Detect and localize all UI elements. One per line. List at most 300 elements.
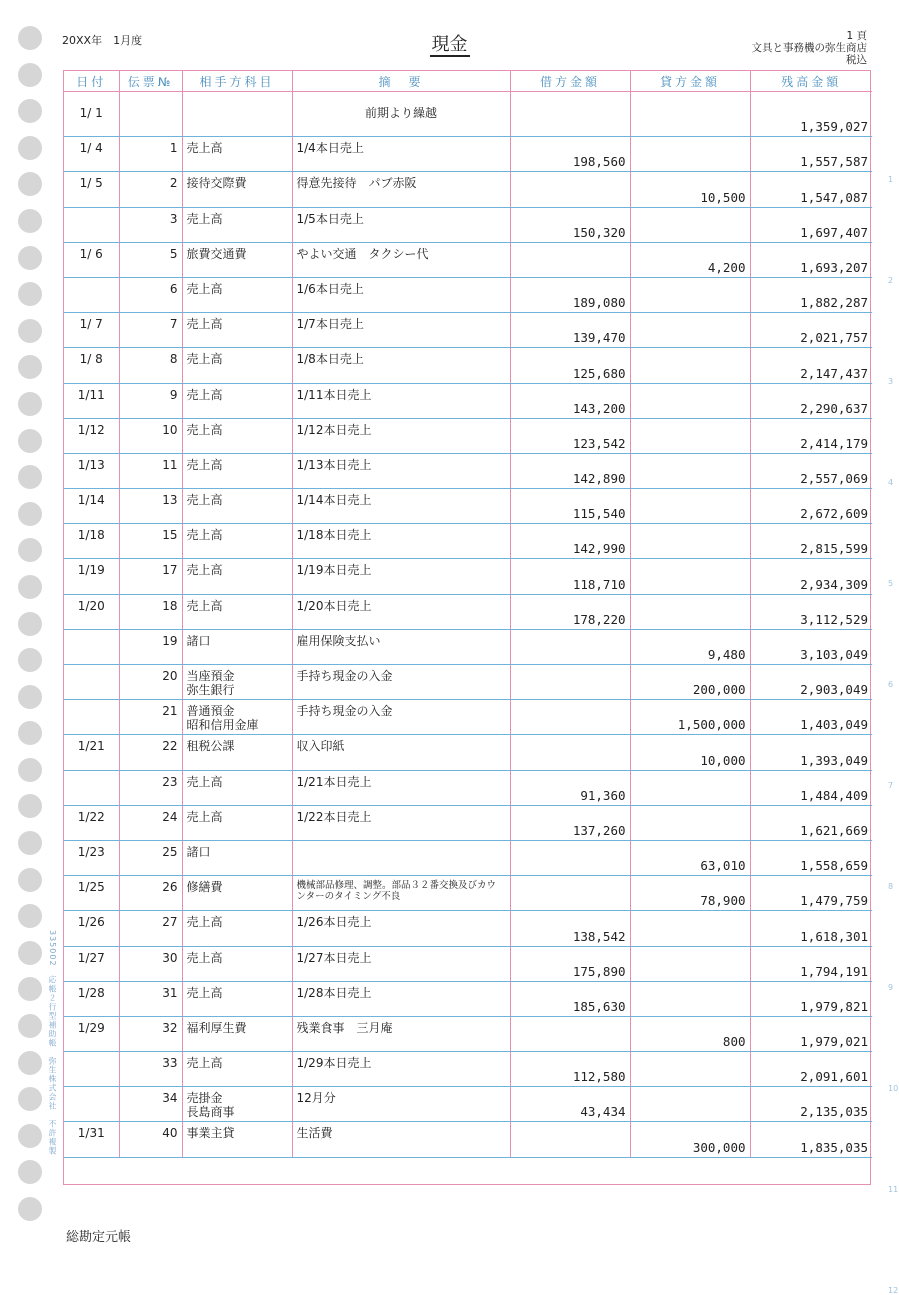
cell-slip: 21 [119, 700, 182, 735]
cell-account [182, 524, 292, 559]
tax-mode: 税込 [846, 54, 867, 66]
account-name: 租税公課 [186, 739, 235, 754]
account-name: 売上高 [186, 1056, 223, 1071]
cell-balance: 1,479,759 [750, 876, 872, 911]
cell-account [182, 911, 292, 946]
binder-hole [18, 99, 42, 123]
cell-account [182, 1087, 292, 1122]
table-row [64, 418, 872, 453]
cell-debit: 138,542 [510, 911, 630, 946]
account-name: 売上高 [186, 281, 223, 296]
cell-credit: 63,010 [630, 840, 750, 875]
binder-hole [18, 538, 42, 562]
cell-date [64, 277, 119, 312]
cell-date: 1/ 1 [64, 102, 119, 137]
cell-balance: 1,979,821 [750, 981, 872, 1016]
cell-credit: 10,000 [630, 735, 750, 770]
header-info [752, 30, 868, 66]
cell-debit: 142,890 [510, 453, 630, 488]
table-row [64, 1122, 872, 1157]
cell-debit: 91,360 [510, 770, 630, 805]
cell-description: 機械部品修理、調整。部品３２番交換及びカウンターのタイミング不良 [292, 876, 510, 911]
cell-debit: 150,320 [510, 207, 630, 242]
binder-hole [18, 648, 42, 672]
binder-hole [18, 1160, 42, 1184]
account-name: 当座預金 [186, 669, 235, 683]
cell-credit: 9,480 [630, 629, 750, 664]
account-name: 福利厚生費 [186, 1020, 247, 1035]
cell-date: 1/26 [64, 911, 119, 946]
cell-description: 1/20本日売上 [292, 594, 510, 629]
binder-hole [18, 794, 42, 818]
cell-account [182, 383, 292, 418]
cell-slip: 7 [119, 313, 182, 348]
col-description: 摘 要 [292, 71, 510, 92]
cell-description: 1/7本日売上 [292, 313, 510, 348]
binder-hole [18, 392, 42, 416]
cell-debit [510, 665, 630, 700]
account-name: 諸口 [186, 844, 211, 859]
cell-credit: 10,500 [630, 172, 750, 207]
cell-balance: 1,794,191 [750, 946, 872, 981]
cell-date [64, 700, 119, 735]
cell-slip: 20 [119, 665, 182, 700]
table-row [64, 665, 872, 700]
cell-balance: 1,835,035 [750, 1122, 872, 1157]
cell-debit [510, 629, 630, 664]
side-number: 7 [888, 781, 894, 790]
cell-account [182, 348, 292, 383]
cell-description: 1/21本日売上 [292, 770, 510, 805]
cell-description: 手持ち現金の入金 [292, 700, 510, 735]
cell-balance: 2,672,609 [750, 489, 872, 524]
table-row [64, 911, 872, 946]
footer-title: 総勘定元帳 [66, 1230, 132, 1245]
cell-description: 1/29本日売上 [292, 1052, 510, 1087]
binder-hole [18, 429, 42, 453]
cell-debit: 185,630 [510, 981, 630, 1016]
cell-description: 雇用保険支払い [292, 629, 510, 664]
table-row [64, 876, 872, 911]
cell-description: 生活費 [292, 1122, 510, 1157]
col-credit: 貸方金額 [630, 71, 750, 92]
account-name: 売上高 [186, 528, 223, 543]
ledger-title: 現金 [431, 34, 468, 55]
cell-slip: 17 [119, 559, 182, 594]
cell-debit [510, 242, 630, 277]
account-name: 普通預金 [186, 704, 235, 719]
cell-date: 1/ 8 [64, 348, 119, 383]
account-name: 売上高 [186, 950, 223, 965]
cell-date: 1/22 [64, 805, 119, 840]
binder-hole [18, 575, 42, 599]
table-row [64, 383, 872, 418]
cell-date: 1/18 [64, 524, 119, 559]
cell-slip: 10 [119, 418, 182, 453]
binder-hole [18, 502, 42, 526]
cell-date: 1/ 7 [64, 313, 119, 348]
cell-balance: 1,547,087 [750, 172, 872, 207]
cell-balance: 2,135,035 [750, 1087, 872, 1122]
cell-account [182, 981, 292, 1016]
cell-account [182, 137, 292, 172]
cell-credit [630, 911, 750, 946]
cell-debit: 123,542 [510, 418, 630, 453]
cell-slip: 3 [119, 207, 182, 242]
table-row [64, 207, 872, 242]
cell-date: 1/13 [64, 453, 119, 488]
cell-balance: 1,403,049 [750, 700, 872, 735]
cell-date: 1/31 [64, 1122, 119, 1157]
cell-description: 12月分 [292, 1087, 510, 1122]
cell-slip: 31 [119, 981, 182, 1016]
cell-credit: 300,000 [630, 1122, 750, 1157]
binder-hole [18, 246, 42, 270]
binder-hole [18, 319, 42, 343]
table-row [64, 313, 872, 348]
side-number: 3 [888, 377, 894, 386]
cell-account [182, 735, 292, 770]
cell-balance: 1,621,669 [750, 805, 872, 840]
cell-account [182, 840, 292, 875]
cell-balance: 3,112,529 [750, 594, 872, 629]
page-number: 1 頁 [846, 30, 867, 42]
cell-debit: 189,080 [510, 277, 630, 312]
table-row [64, 453, 872, 488]
side-number: 2 [888, 276, 894, 285]
cell-slip: 19 [119, 629, 182, 664]
col-balance: 残高金額 [750, 71, 872, 92]
cell-description: 1/14本日売上 [292, 489, 510, 524]
cell-description: 1/5本日売上 [292, 207, 510, 242]
cell-debit: 112,580 [510, 1052, 630, 1087]
cell-account [182, 1052, 292, 1087]
cell-date: 1/23 [64, 840, 119, 875]
cell-date: 1/ 6 [64, 242, 119, 277]
cell-credit [630, 453, 750, 488]
cell-slip: 1 [119, 137, 182, 172]
cell-slip: 8 [119, 348, 182, 383]
account-name: 修繕費 [186, 880, 223, 895]
cell-slip: 40 [119, 1122, 182, 1157]
cell-credit [630, 102, 750, 137]
cell-slip: 24 [119, 805, 182, 840]
company-name: 文具と事務機の弥生商店 [751, 42, 867, 54]
cell-debit [510, 172, 630, 207]
cell-description: 1/28本日売上 [292, 981, 510, 1016]
cell-credit [630, 418, 750, 453]
table-row [64, 981, 872, 1016]
table-header [64, 71, 872, 92]
table-row [64, 524, 872, 559]
col-slip: 伝票№ [119, 71, 182, 92]
table-row [64, 735, 872, 770]
cell-account [182, 559, 292, 594]
cell-debit: 178,220 [510, 594, 630, 629]
cell-date: 1/29 [64, 1016, 119, 1051]
cell-account [182, 453, 292, 488]
cell-date: 1/27 [64, 946, 119, 981]
cell-debit: 115,540 [510, 489, 630, 524]
binder-hole [18, 1087, 42, 1111]
cell-credit [630, 805, 750, 840]
binder-hole [18, 721, 42, 745]
col-date: 日付 [64, 71, 119, 92]
side-number: 6 [888, 680, 894, 689]
cell-debit: 137,260 [510, 805, 630, 840]
cell-credit [630, 207, 750, 242]
cell-credit [630, 1087, 750, 1122]
cell-slip [119, 102, 182, 137]
cell-balance: 2,414,179 [750, 418, 872, 453]
cell-date [64, 629, 119, 664]
binder-hole [18, 465, 42, 489]
table-row [64, 102, 872, 137]
table-row [64, 805, 872, 840]
cell-debit: 143,200 [510, 383, 630, 418]
cell-account [182, 207, 292, 242]
cell-balance: 1,979,021 [750, 1016, 872, 1051]
account-name: 売上高 [186, 985, 223, 1000]
cell-balance: 1,359,027 [750, 102, 872, 137]
cell-balance: 3,103,049 [750, 629, 872, 664]
cell-date: 1/ 5 [64, 172, 119, 207]
cell-date [64, 1052, 119, 1087]
cell-debit [510, 700, 630, 735]
cell-slip: 13 [119, 489, 182, 524]
cell-description: 1/11本日売上 [292, 383, 510, 418]
cell-account [182, 876, 292, 911]
cell-credit [630, 946, 750, 981]
cell-credit: 4,200 [630, 242, 750, 277]
cell-account [182, 665, 292, 700]
cell-balance: 1,882,287 [750, 277, 872, 312]
account-name: 売上高 [186, 598, 223, 613]
cell-date: 1/11 [64, 383, 119, 418]
cell-slip: 34 [119, 1087, 182, 1122]
binder-hole [18, 355, 42, 379]
binder-hole [18, 209, 42, 233]
cell-debit [510, 1016, 630, 1051]
cell-description: 収入印紙 [292, 735, 510, 770]
binder-hole [18, 904, 42, 928]
cell-slip: 5 [119, 242, 182, 277]
cell-account [182, 313, 292, 348]
account-name: 売上高 [186, 915, 223, 930]
table-row [64, 559, 872, 594]
cell-balance: 2,934,309 [750, 559, 872, 594]
binder-hole [18, 685, 42, 709]
cell-balance: 1,393,049 [750, 735, 872, 770]
account-name: 売上高 [186, 317, 223, 332]
side-number: 11 [888, 1185, 899, 1194]
cell-slip: 25 [119, 840, 182, 875]
cell-slip: 27 [119, 911, 182, 946]
cell-slip: 9 [119, 383, 182, 418]
cell-credit [630, 348, 750, 383]
account-name: 旅費交通費 [186, 246, 247, 261]
binder-hole [18, 868, 42, 892]
cell-balance: 2,557,069 [750, 453, 872, 488]
side-number: 9 [888, 983, 894, 992]
binder-hole [18, 136, 42, 160]
cell-balance: 2,021,757 [750, 313, 872, 348]
binder-hole [18, 1124, 42, 1148]
cell-description: やよい交通 タクシー代 [292, 242, 510, 277]
cell-debit: 198,560 [510, 137, 630, 172]
cell-credit [630, 524, 750, 559]
binder-hole [18, 831, 42, 855]
sub-account-name: 弥生銀行 [186, 683, 235, 697]
side-number: 4 [888, 478, 894, 487]
cell-credit [630, 137, 750, 172]
cell-slip: 11 [119, 453, 182, 488]
side-number: 10 [888, 1084, 899, 1093]
cell-description: 1/13本日売上 [292, 453, 510, 488]
table-row [64, 1016, 872, 1051]
binder-hole [18, 1051, 42, 1075]
binder-hole [18, 977, 42, 1001]
cell-date [64, 770, 119, 805]
table-row [64, 770, 872, 805]
cell-balance: 2,903,049 [750, 665, 872, 700]
account-name: 接待交際費 [186, 176, 247, 191]
cell-date: 1/19 [64, 559, 119, 594]
cell-slip: 32 [119, 1016, 182, 1051]
cell-account [182, 102, 292, 137]
cell-credit: 78,900 [630, 876, 750, 911]
account-name: 売上高 [186, 211, 223, 226]
account-name: 諸口 [186, 633, 211, 648]
period-label: 20XX年 1月度 [62, 34, 143, 47]
cell-credit [630, 313, 750, 348]
cell-account [182, 700, 292, 735]
cell-description: 1/26本日売上 [292, 911, 510, 946]
cell-date: 1/21 [64, 735, 119, 770]
cell-debit: 43,434 [510, 1087, 630, 1122]
form-code: 335002 応帳２行型補助帳 弥生株式会社 不許複製 [48, 930, 57, 1156]
cell-description: 1/8本日売上 [292, 348, 510, 383]
cell-credit [630, 594, 750, 629]
cell-credit [630, 489, 750, 524]
cell-description: 1/12本日売上 [292, 418, 510, 453]
account-name: 売上高 [186, 422, 223, 437]
table-row [64, 946, 872, 981]
table-row [64, 1052, 872, 1087]
cell-debit [510, 1122, 630, 1157]
cell-slip: 30 [119, 946, 182, 981]
cell-balance: 2,290,637 [750, 383, 872, 418]
binder-hole [18, 172, 42, 196]
cell-account [182, 805, 292, 840]
account-name: 売上高 [186, 457, 223, 472]
cell-balance: 2,815,599 [750, 524, 872, 559]
cell-date: 1/28 [64, 981, 119, 1016]
cell-description: 1/6本日売上 [292, 277, 510, 312]
cell-debit: 118,710 [510, 559, 630, 594]
cell-debit [510, 876, 630, 911]
sub-account-name: 長島商事 [186, 1105, 235, 1120]
binder-hole [18, 282, 42, 306]
cell-slip: 23 [119, 770, 182, 805]
cell-debit: 142,990 [510, 524, 630, 559]
cell-account [182, 594, 292, 629]
cell-balance: 1,558,659 [750, 840, 872, 875]
table-row [64, 489, 872, 524]
cell-account [182, 946, 292, 981]
cell-balance: 2,091,601 [750, 1052, 872, 1087]
cell-description: 残業食事 三月庵 [292, 1016, 510, 1051]
cell-slip: 2 [119, 172, 182, 207]
cell-slip: 33 [119, 1052, 182, 1087]
cell-balance: 1,697,407 [750, 207, 872, 242]
cell-description: 1/4本日売上 [292, 137, 510, 172]
sub-account-name: 昭和信用金庫 [186, 718, 259, 733]
cell-credit: 1,500,000 [630, 700, 750, 735]
table-row [64, 348, 872, 383]
cell-description: 得意先接待 パブ赤阪 [292, 172, 510, 207]
ledger-table [63, 70, 871, 1185]
cell-date: 1/ 4 [64, 137, 119, 172]
binder-holes [18, 26, 44, 1234]
binder-hole [18, 941, 42, 965]
cell-balance: 1,618,301 [750, 911, 872, 946]
cell-account [182, 1016, 292, 1051]
cell-account [182, 770, 292, 805]
cell-account [182, 629, 292, 664]
cell-account [182, 418, 292, 453]
col-debit: 借方金額 [510, 71, 630, 92]
binder-hole [18, 63, 42, 87]
cell-balance: 1,557,587 [750, 137, 872, 172]
cell-debit [510, 735, 630, 770]
cell-credit [630, 383, 750, 418]
account-name: 売掛金 [186, 1091, 223, 1106]
cell-description: 前期より繰越 [292, 102, 510, 137]
cell-account [182, 1122, 292, 1157]
cell-description: 1/18本日売上 [292, 524, 510, 559]
cell-slip: 15 [119, 524, 182, 559]
account-name: 売上高 [186, 563, 223, 578]
table-row [64, 840, 872, 875]
table-row [64, 629, 872, 664]
cell-credit: 200,000 [630, 665, 750, 700]
table-row [64, 137, 872, 172]
binder-hole [18, 1014, 42, 1038]
cell-credit [630, 559, 750, 594]
cell-account [182, 489, 292, 524]
cell-description: 1/27本日売上 [292, 946, 510, 981]
col-account: 相手方科目 [182, 71, 292, 92]
table-row [64, 1087, 872, 1122]
cell-debit: 139,470 [510, 313, 630, 348]
account-name: 事業主貸 [186, 1126, 235, 1141]
account-name: 売上高 [186, 387, 223, 402]
cell-debit: 175,890 [510, 946, 630, 981]
table-row [64, 242, 872, 277]
cell-date: 1/12 [64, 418, 119, 453]
cell-credit [630, 277, 750, 312]
cell-description [292, 840, 510, 875]
cell-debit: 125,680 [510, 348, 630, 383]
cell-credit [630, 1052, 750, 1087]
side-number: 1 [888, 175, 894, 184]
side-number: 5 [888, 579, 894, 588]
binder-hole [18, 612, 42, 636]
cell-description: 1/19本日売上 [292, 559, 510, 594]
account-name: 売上高 [186, 809, 223, 824]
account-name: 売上高 [186, 141, 223, 156]
